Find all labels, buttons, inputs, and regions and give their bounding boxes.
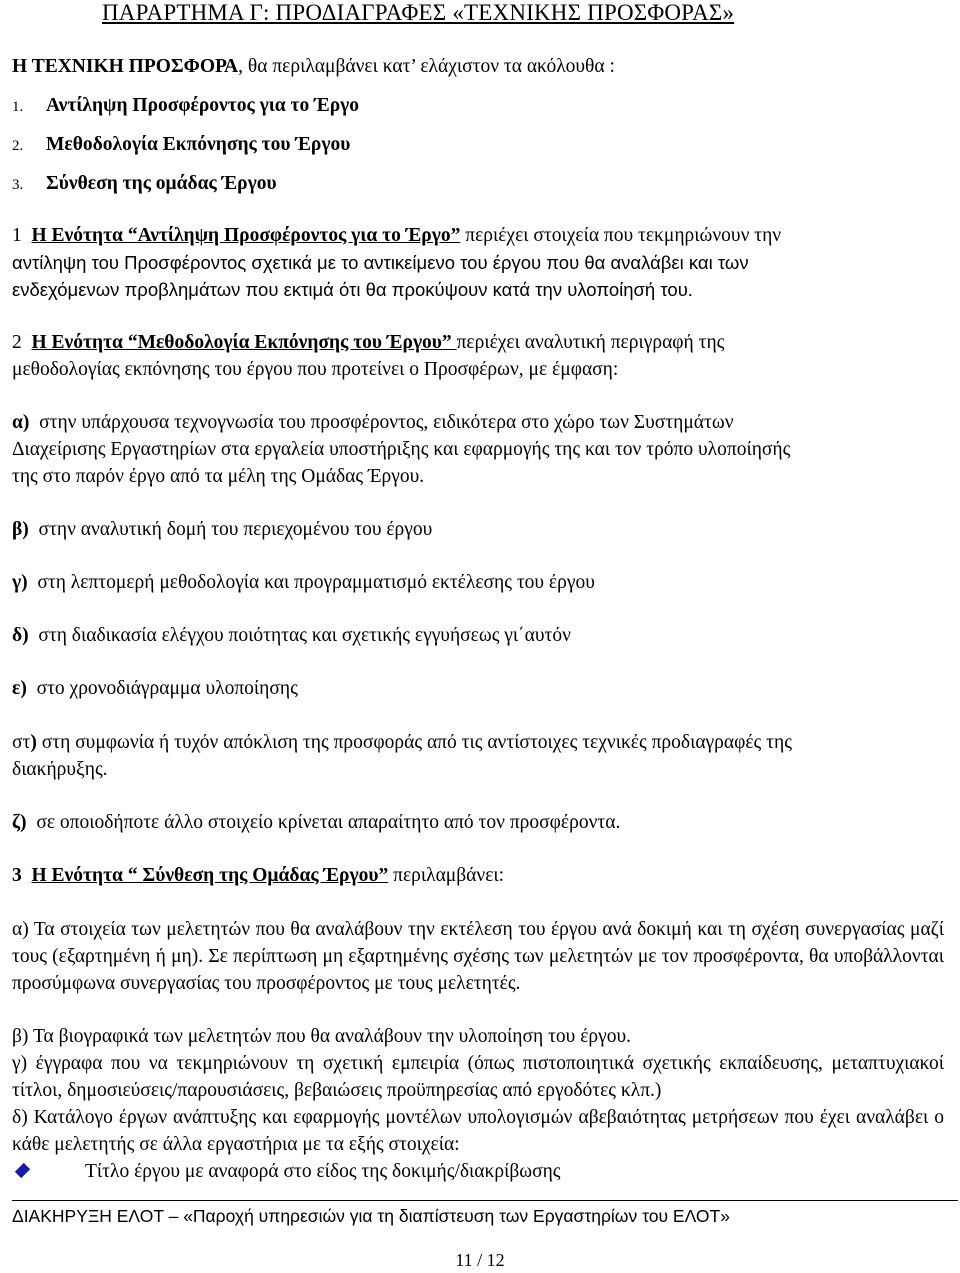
intro-bold: Η ΤΕΧΝΙΚΗ ΠΡΟΣΦΟΡΑ (12, 56, 239, 77)
section2-item-st-line-2: διακήρυξης. (12, 759, 108, 780)
section3-para-c: γ) έγγραφα που να τεκμηριώνουν τη σχετική εμπειρία (όπως πιστοποιητικά σχετικής εκπαίδευσης, μεταπτυχιακοί τίτλοι, δημοσιεύσεις/παρουσιάσεις, βεβαιώσεις προϋπηρεσίας από εργοδότες κλπ.) (12, 1053, 944, 1101)
section2-item-a-line-1: α) στην υπάρχουσα τεχνογνωσία του προσφέροντος, ειδικότερα στο χώρο των Συστημάτων (12, 412, 734, 433)
section2-item-c: γ) στη λεπτομερή μεθοδολογία και προγραμματισμό εκτέλεσης του έργου (12, 572, 595, 593)
section1-line-2: αντίληψη του Προσφέροντος σχετικά με το αντικείμενο του έργου που θα αναλάβει και των (12, 252, 749, 273)
page-title: ΠΑΡΑΡΤΗΜΑ Γ: ΠΡΟΔΙΑΓΡΑΦΕΣ «ΤΕΧΝΙΚΗΣ ΠΡΟΣΦΟΡΑΣ» (102, 0, 735, 25)
footer-rule (12, 1200, 958, 1201)
section2-line-2: μεθοδολογίας εκπόνησης του έργου που προτείνει ο Προσφέρων, με έμφαση: (12, 359, 619, 380)
section3-para-b: β) Τα βιογραφικά των μελετητών που θα αναλάβουν την υλοποίηση του έργου. (12, 1026, 632, 1047)
section3-heading: Η Ενότητα “ Σύνθεση της Ομάδας Έργου” (31, 865, 389, 886)
footer-text: ΔΙΑΚΗΡΥΞΗ ΕΛΟΤ – «Παροχή υπηρεσιών για τη διαπίστευση των Εργαστηρίων του ΕΛΟΤ» (12, 1206, 730, 1226)
section2-item-d: δ) στη διαδικασία ελέγχου ποιότητας και σχετικής εγγυήσεως γι΄αυτόν (12, 625, 571, 646)
numbered-item-1: 1. Αντίληψη Προσφέροντος για το Έργο (12, 95, 360, 116)
section2-item-z: ζ) σε οποιοδήποτε άλλο στοιχείο κρίνεται απαραίτητο από τον προσφέροντα. (12, 812, 621, 833)
section3-para-a: α) Τα στοιχεία των μελετητών που θα αναλάβουν την εκτέλεση του έργου ανά δοκιμή και τη σχέση συνεργασίας μαζί τους (εξαρτημένη ή μη). Σε περίπτωση μη εξαρτημένης σχέσης των μελετητών με τον προσφέροντα, θα υποβάλλονται προσύμφωνα συνεργασίας του προσφέροντος με τους μελετητές. (12, 919, 944, 994)
section1-heading: Η Ενότητα “Αντίληψη Προσφέροντος για το Έργο” (31, 225, 461, 246)
section2-item-a-line-2: Διαχείρισης Εργαστηρίων στα εργαλεία υποστήριξης και εφαρμογής της και τον τρόπο υλοποίησής (12, 439, 791, 460)
section3-first-line: 3 Η Ενότητα “ Σύνθεση της Ομάδας Έργου” περιλαμβάνει: (12, 865, 505, 886)
numbered-item-2: 2. Μεθοδολογία Εκπόνησης του Έργου (12, 134, 351, 155)
section2-item-b: β) στην αναλυτική δομή του περιεχομένου του έργου (12, 519, 433, 540)
numbered-item-3: 3. Σύνθεση της ομάδας Έργου (12, 173, 277, 194)
section2-item-st-line-1: στ) στη συμφωνία ή τυχόν απόκλιση της προσφοράς από τις αντίστοιχες τεχνικές προδιαγραφές της (12, 732, 792, 753)
section1-line-3: ενδεχόμενων προβλημάτων που εκτιμά ότι θα προκύψουν κατά την υλοποίησή του. (12, 279, 693, 300)
page-number: 11 / 12 (455, 1250, 505, 1270)
section1-first-line: 1 Η Ενότητα “Αντίληψη Προσφέροντος για το Έργο” περιέχει στοιχεία που τεκμηριώνουν την (12, 225, 782, 246)
section2-heading: Η Ενότητα “Μεθοδολογία Εκπόνησης του Έργου” (31, 332, 452, 353)
section3-bullet-item: Τίτλο έργου με αναφορά στο είδος της δοκιμής/διακρίβωσης (12, 1158, 561, 1185)
intro-rest: , θα περιλαμβάνει κατ’ ελάχιστον τα ακόλουθα : (238, 56, 615, 77)
section2-item-a-line-3: της στο παρόν έργο από τα μέλη της Ομάδας Έργου. (12, 466, 425, 487)
intro-line (12, 53, 615, 80)
diamond-bullet-icon (15, 1163, 30, 1178)
section3-para-d: δ) Κατάλογο έργων ανάπτυξης και εφαρμογής μοντέλων υπολογισμών αβεβαιότητας μετρήσεων που έχει αναλάβει ο κάθε μελετητής σε άλλα εργαστήρια με τα εξής στοιχεία: (12, 1107, 944, 1155)
section2-item-e: ε) στο χρονοδιάγραμμα υλοποίησης (12, 678, 298, 699)
section2-first-line: 2 Η Ενότητα “Μεθοδολογία Εκπόνησης του Έργου” περιέχει αναλυτική περιγραφή της (12, 332, 725, 353)
